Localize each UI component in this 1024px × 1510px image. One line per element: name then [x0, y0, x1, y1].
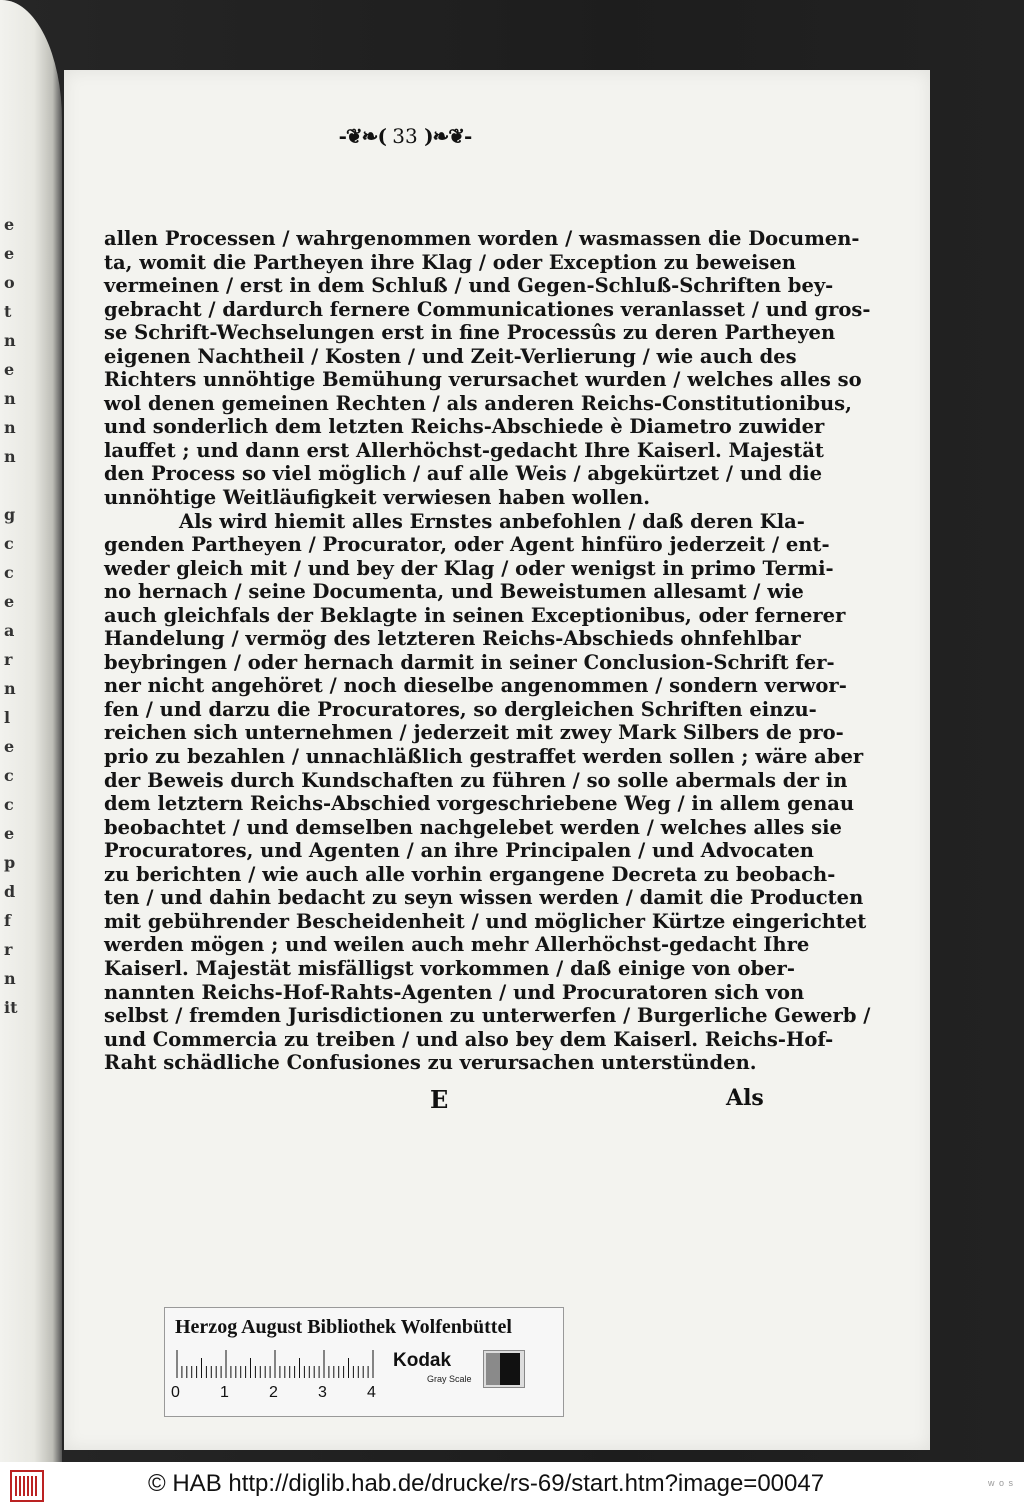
text-line: beobachtet / und demselben nachgelebet werden / welches alles sie [104, 815, 842, 839]
text-line: vermeinen / erst in dem Schluß / und Gegen-Schluß-Schriften bey- [104, 274, 834, 298]
text-line: unnöhtige Weitläufigkeit verwiesen haben wollen. [104, 486, 651, 510]
text-line: Raht schädliche Confusiones zu verursachen unterstünden. [104, 1051, 757, 1075]
text-line: gebracht / dardurch fernere Communicationes veranlasset / und gros- [104, 297, 871, 321]
color-target-card [164, 1307, 564, 1417]
copyright-url: © HAB http://diglib.hab.de/drucke/rs-69/start.htm?image=00047 [148, 1470, 825, 1497]
text-line: und sonderlich dem letzten Reichs-Abschiede è Diametro zuwider [104, 415, 825, 439]
kodak-logo-text: Kodak [393, 1350, 452, 1371]
gray-scale-label: Gray Scale [427, 1374, 472, 1384]
text-line: Richters unnöhtige Bemühung verursachet wurden / welches alles so [104, 368, 862, 392]
text-line: dem letztern Reichs-Abschied vorgeschriebene Weg / in allem genau [104, 792, 855, 816]
text-line: fen / und darzu die Procuratores, so dergleichen Schriften einzu- [104, 697, 817, 721]
scale-number: 1 [220, 1384, 229, 1401]
text-line: se Schrift-Wechselungen erst in fine Processûs zu deren Partheyen [104, 321, 836, 345]
scale-numbers [171, 1384, 381, 1406]
previous-page-fragments: e e o t n e n n n g c c e a r n l e c c e p d f r n it [4, 215, 18, 1017]
text-line: und Commercia zu treiben / und also bey dem Kaiserl. Reichs-Hof- [104, 1027, 834, 1051]
text-line: prio zu bezahlen / unnachläßlich gestraffet werden sollen ; wäre aber [104, 745, 864, 769]
black-patch [500, 1353, 520, 1385]
footer-mark: w o s [987, 1478, 1014, 1488]
text-line: werden mögen ; und weilen auch mehr Allerhöchst-gedacht Ihre [104, 933, 810, 957]
page-number: 33 [392, 124, 418, 148]
text-line: lauffet ; und dann erst Allerhöchst-gedacht Ihre Kaiserl. Majestät [104, 438, 824, 462]
text-line: Procuratores, und Agenten / an ihre Principalen / und Advocaten [104, 839, 814, 863]
scale-number: 3 [318, 1384, 327, 1401]
text-line: selbst / fremden Jurisdictionen zu unterwerfen / Burgerliche Gewerb / [104, 1004, 871, 1028]
text-line: auch gleichfals der Beklagte in seinen Exceptionibus, oder fernerer [104, 603, 846, 627]
text-line: Kaiserl. Majestät misfälligst vorkommen / daß einige von ober- [104, 956, 795, 980]
scale-number: 4 [367, 1384, 376, 1401]
right-ornament: )❧❦- [424, 124, 472, 148]
catchword: Als [726, 1085, 764, 1111]
left-ornament: -❦❧( [338, 124, 386, 148]
signature-mark: E [430, 1085, 449, 1114]
text-line: no hernach / seine Documenta, und Beweistumen allesamt / wie [104, 580, 804, 604]
running-head [300, 124, 510, 148]
text-line: wol denen gemeinen Rechten / als anderen Reichs-Constitutionibus, [104, 391, 852, 415]
gray-patch [486, 1353, 500, 1385]
library-name: Herzog August Bibliothek Wolfenbüttel [175, 1316, 512, 1338]
text-line: genden Partheyen / Procurator, oder Agent hinfüro jederzeit / ent- [104, 533, 830, 557]
previous-page-edge [0, 0, 62, 1462]
text-line: eigenen Nachtheil / Kosten / und Zeit-Verlierung / wie auch des [104, 344, 797, 368]
text-line: reichen sich unternehmen / jederzeit mit zwey Mark Silbers de pro- [104, 721, 844, 745]
text-line: der Beweis durch Kundschaften zu führen / so solle abermals der in [104, 768, 848, 792]
text-line: Als wird hiemit alles Ernstes anbefohlen / daß deren Kla- [179, 509, 805, 533]
text-line: Handelung / vermög des letzteren Reichs-Abschieds ohnfehlbar [104, 627, 801, 651]
text-line: ta, womit die Partheyen ihre Klag / oder Exception zu beweisen [104, 250, 796, 274]
text-line: weder gleich mit / und bey der Klag / oder wenigst in primo Termi- [104, 556, 834, 580]
gray-swatch [483, 1350, 525, 1388]
text-line: beybringen / oder hernach darmit in seiner Conclusion-Schrift fer- [104, 650, 835, 674]
page-body-text [104, 227, 871, 1075]
text-line: nannten Reichs-Hof-Rahts-Agenten / und Procuratoren sich von [104, 980, 805, 1004]
scale-number: 0 [171, 1384, 180, 1401]
footer-bar [0, 1462, 1024, 1510]
text-line: ten / und dahin bedacht zu seyn wissen werden / damit die Producten [104, 886, 864, 910]
text-line: den Process so viel möglich / auf alle Weis / abgekürtzet / und die [104, 462, 823, 486]
hab-logo-icon [10, 1470, 44, 1502]
text-line: allen Processen / wahrgenommen worden / wasmassen die Documen- [104, 227, 860, 250]
scale-ruler [175, 1350, 375, 1378]
text-line: ner nicht angehöret / noch dieselbe angenommen / sondern verwor- [104, 674, 847, 698]
text-line: mit gebührender Bescheidenheit / und möglicher Kürtze eingerichtet [104, 909, 867, 933]
scale-number: 2 [269, 1384, 278, 1401]
text-line: zu berichten / wie auch alle vorhin ergangene Decreta zu beobach- [104, 862, 836, 886]
